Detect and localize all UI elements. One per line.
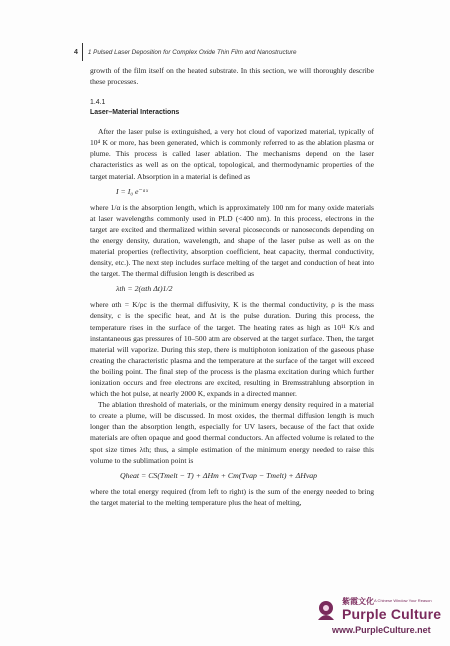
header-divider <box>82 43 83 61</box>
watermark-url: www.PurpleCulture.net <box>332 625 431 635</box>
equation-heat: Qheat = CS(Tmelt − T) + ΔHm + Cm(Tvap − Tmelt) + ΔHvap <box>120 470 318 480</box>
paragraph-4: The ablation threshold of materials, or the minimum energy density required in a material to create a plume, will be discussed. In most oxides, the thermal diffusion length is much longer than the absorption length, especially for UV lasers, because of the fact that oxide materials are often opaque and good thermal conductors. An affected volume is related to the spot size times λth; thus, a simple estimation of the minimum energy needed to raise this volume to the sublimation point is <box>90 400 374 465</box>
section-title: Laser–Material Interactions <box>90 109 180 117</box>
page-number: 4 <box>74 48 78 56</box>
watermark-chinese-text: 紫霞文化 <box>342 597 374 606</box>
chapter-title: 1 Pulsed Laser Deposition for Complex Oxide Thin Film and Nanostructure <box>87 48 297 56</box>
paragraph-3: where αth = K/ρc is the thermal diffusivity, K is the thermal conductivity, ρ is the mass density, c is the specific heat, and Δt is the pulse duration. During this process, the temperature rises in the surface of the target. The heating rates as high as 10¹¹ K/s and instantaneous gas pressures of 10–500 atm are observed at the target surface. Then, the target material will vaporize. During this step, there is multiphoton ionization of the gaseous phase creating the characteristic plasma and the temperature at the surface of the target will exceed the boiling point. The final step of the process is the plasma excitation during which further ionization occurs and free electrons are excited, resulting in Bremsstrahlung absorption in which the hot pulse, at nearly 2000 K, expands in a directed manner. <box>90 300 374 399</box>
running-header <box>74 44 297 60</box>
equation-absorption: I = I₀ e⁻ᵅˣ <box>116 186 148 196</box>
page-body <box>90 65 374 508</box>
watermark-brand: Purple Culture <box>342 606 442 622</box>
watermark-slogan: A Chinese Window Your Reason <box>374 598 432 603</box>
equation-diffusion-length: λth = 2(αth Δt)1/2 <box>116 284 173 294</box>
purple-culture-watermark <box>312 596 442 638</box>
paragraph-5: where the total energy required (from left to right) is the sum of the energy needed to bring the target material to the melting temperature plus the heat of melting, <box>90 486 374 507</box>
section-number: 1.4.1 <box>90 99 106 107</box>
intro-paragraph: growth of the film itself on the heated substrate. In this section, we will thoroughly describe these processes. <box>90 66 374 87</box>
paragraph-1: After the laser pulse is extinguished, a very hot cloud of vaporized material, typically of 10⁴ K or more, has been generated, which is commonly referred to as the ablation plasma or plume. This process is called laser ablation. The mechanisms depend on the laser characteristics as well as on the optical, topological, and thermodynamic properties of the target material. Absorption in a material is defined as <box>90 127 374 181</box>
paragraph-2: where 1/α is the absorption length, which is approximately 100 nm for many oxide materials at laser wavelengths commonly used in PLD (<400 nm). In this process, electrons in the target are excited and thermalized within several picoseconds or nanoseconds depending on the energy density, duration, wavelength, and shape of the laser pulse as well as on the material properties (reflectivity, absorption coefficient, heat capacity, thermal conductivity, density, etc.). The next step includes surface melting of the target and conduction of heat into the target. The thermal diffusion length is described as <box>90 202 374 279</box>
